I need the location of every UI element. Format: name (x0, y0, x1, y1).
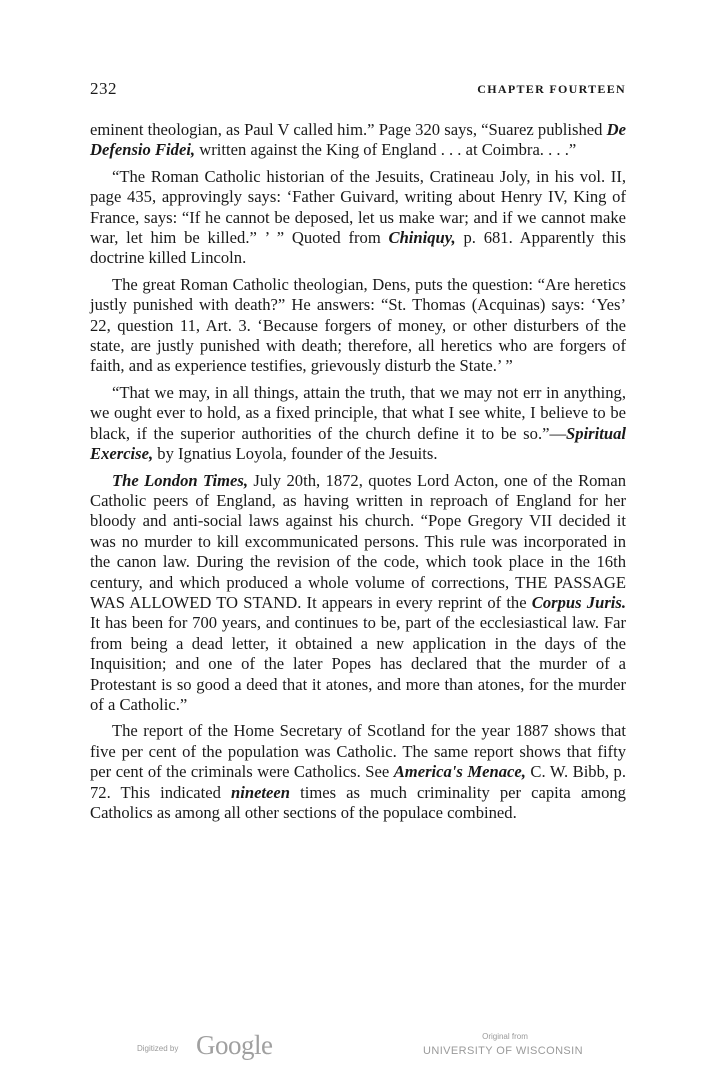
text-segment: eminent theologian, as Paul V called him.” Page 320 says, “Suarez published (90, 120, 607, 139)
text-segment: It has been for 700 years, and continues to be, part of the ecclesiastical law. Far from being a dead letter, it obtained a new application in the days of the Inquisition; and one of the later Popes has declared that the murder of a Protestant is so good a deed that it atones, and more than atones, for the murder of a Catholic.” (90, 613, 626, 714)
text-segment: July 20th, 1872, quotes Lord Acton, one of the Roman Catholic peers of England, as having written in reproach of England for her bloody and anti-social laws against his church. “Pope Gregory VII decided it was no murder to kill excommunicated persons. This rule was incorporated in the canon law. During the revision of the code, which took place in the 16th century, and which produced a whole volume of corrections, THE PASSAGE WAS ALLOWED TO STAND. It appears in every reprint of the (90, 470, 627, 612)
body-text (90, 120, 626, 829)
original-from-label: Original from (482, 1032, 528, 1041)
paragraph (90, 120, 626, 161)
text-segment: times as much criminality per capita among Catholics as among all other sections of the populace combined. (90, 782, 626, 822)
italic-title: Chiniquy, (388, 228, 456, 248)
text-segment: p. 681. Apparently this doctrine killed Lincoln. (90, 228, 626, 268)
italic-title: Corpus Juris. (531, 592, 626, 612)
digitized-by-label: Digitized by (137, 1044, 179, 1053)
paragraph (90, 167, 626, 269)
running-head (90, 79, 626, 99)
text-segment: C. W. Bibb, p. 72. This indicated (90, 762, 626, 802)
italic-title: The London Times, (112, 470, 249, 490)
page-number: 232 (90, 79, 117, 98)
google-logo: Google (196, 1030, 273, 1060)
text-segment: written against the King of England . . . at Coimbra. . . .” (195, 140, 577, 160)
text-segment: “That we may, in all things, attain the truth, that we may not err in anything, we ought ever to hold, as a fixed principle, that what I see white, I believe to be black, if the superior authorities of the church define it to be so.”— (90, 382, 626, 443)
paragraph (90, 471, 626, 716)
chapter-title: CHAPTER FOURTEEN (477, 82, 626, 96)
italic-word: nineteen (231, 782, 291, 802)
university-label: UNIVERSITY OF WISCONSIN (423, 1045, 583, 1057)
paragraph (90, 383, 626, 465)
paragraph (90, 275, 626, 377)
text-segment: “The Roman Catholic historian of the Jesuits, Cratineau Joly, in his vol. II, page 435, approvingly says: ‘Father Guivard, writing about Henry IV, King of France, says: “If he cannot be deposed, let us make war; and if we cannot make war, let him be killed.” ’ ” Quoted from (90, 166, 626, 248)
text-segment: The report of the Home Secretary of Scotland for the year 1887 shows that five per cent of the population was Catholic. The same report shows that fifty per cent of the criminals were Catholics. See (90, 721, 626, 782)
digitization-footer (0, 1030, 711, 1070)
italic-title: De Defensio Fidei, (90, 120, 626, 160)
text-segment: by Ignatius Loyola, founder of the Jesuits. (153, 444, 438, 464)
paragraph (90, 721, 626, 823)
italic-title: Spiritual Exercise, (90, 423, 626, 464)
italic-title: America's Menace, (393, 762, 526, 782)
text-segment: The great Roman Catholic theologian, Dens, puts the question: “Are heretics justly punished with death?” He answers: “St. Thomas (Acquinas) says: ‘Yes’ 22, question 11, Art. 3. ‘Because forgers of money, or other disturbers of the state, are justly punished with death; therefore, all heretics who are forgers of faith, and as experience testifies, grievously disturb the State.’ ” (90, 274, 626, 376)
